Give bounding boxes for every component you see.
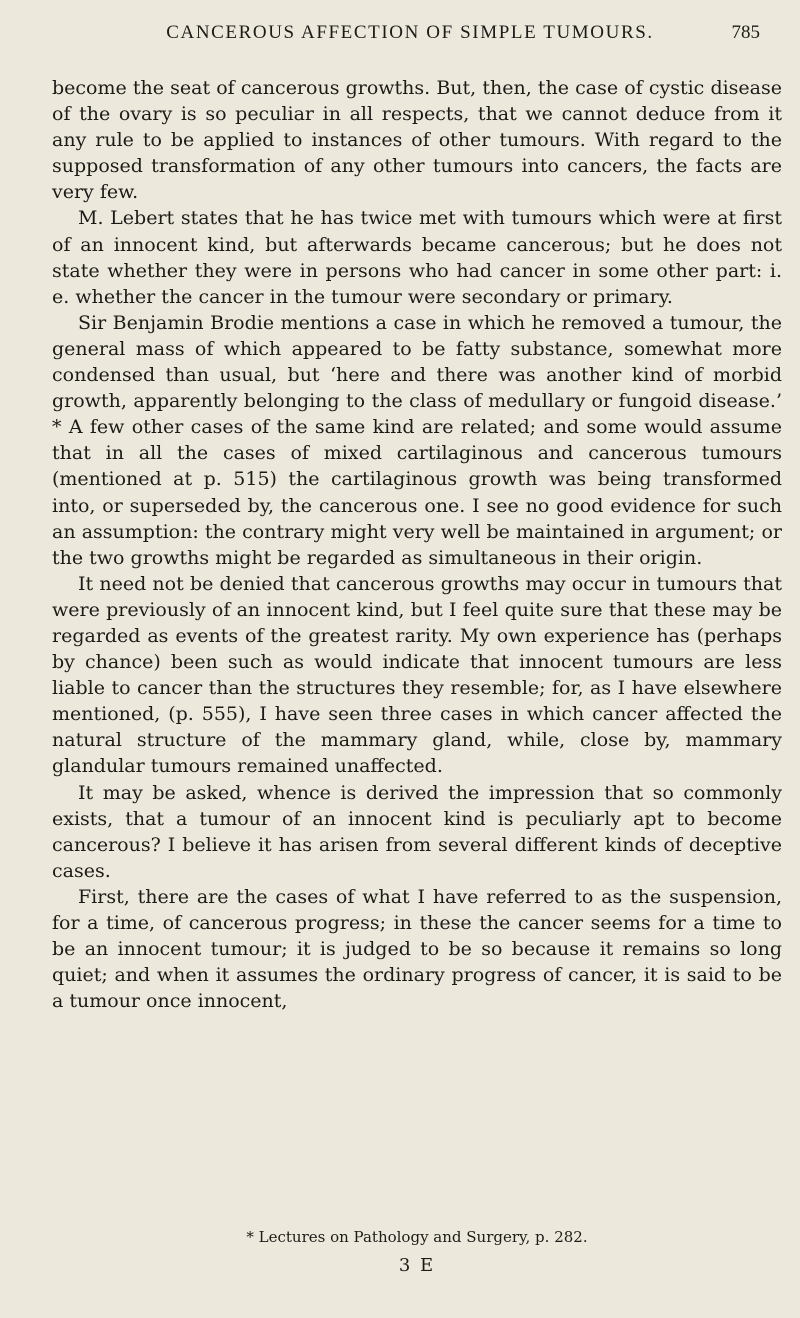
footnote: * Lectures on Pathology and Surgery, p. 282. xyxy=(246,1228,588,1246)
paragraph: Sir Benjamin Brodie mentions a case in which he removed a tumour, the general mass of which appeared to be fatty substance, somewhat more condensed than usual, but ‘here and there was another kind of morbid growth, apparently belonging to the class of medullary or fungoid disease.’ * A few other cases of the same kind are related; and some would assume that in all the cases of mixed cartilaginous and cancerous tumours (mentioned at p. 515) the cartilaginous growth was being transformed into, or superseded by, the cancerous one. I see no good evidence for such an assumption: the contrary might very well be maintained in argument; or the two growths might be regarded as simultaneous in their origin. xyxy=(52,311,782,569)
running-head xyxy=(60,18,760,48)
page-number: 785 xyxy=(731,22,760,43)
body-text xyxy=(52,75,782,1014)
paragraph: First, there are the cases of what I have referred to as the suspension, for a time, of cancerous progress; in these the cancer seems for a time to be an innocent tumour; it is judged to be so because it remains so long quiet; and when it assumes the ordinary progress of cancer, it is said to be a tumour once innocent, xyxy=(52,885,782,1013)
paragraph: It need not be denied that cancerous growths may occur in tumours that were previously of an innocent kind, but I feel quite sure that these may be regarded as events of the greatest rarity. My own experience has (perhaps by chance) been such as would indicate that innocent tumours are less liable to cancer than the structures they resemble; for, as I have elsewhere mentioned, (p. 555), I have seen three cases in which cancer affected the natural structure of the mammary gland, while, close by, mammary glandular tumours remained unaffected. xyxy=(52,572,782,778)
paragraph: It may be asked, whence is derived the impression that so commonly exists, that a tumour of an innocent kind is peculiarly apt to become cancerous? I believe it has arisen from several different kinds of deceptive cases. xyxy=(52,781,782,882)
paragraph: become the seat of cancerous growths. But, then, the case of cystic disease of the ovary is so peculiar in all respects, that we cannot deduce from it any rule to be applied to instances of other tumours. With regard to the supposed transformation of any other tumours into cancers, the facts are very few. xyxy=(52,77,782,204)
paragraph: M. Lebert states that he has twice met with tumours which were at first of an innocent kind, but afterwards became cancerous; but he does not state whether they were in persons who had cancer in some other part: i. e. whether the cancer in the tumour were secondary or primary. xyxy=(52,207,782,308)
signature-mark: 3 E xyxy=(398,1255,436,1276)
running-title: CANCEROUS AFFECTION OF SIMPLE TUMOURS. xyxy=(166,22,654,43)
